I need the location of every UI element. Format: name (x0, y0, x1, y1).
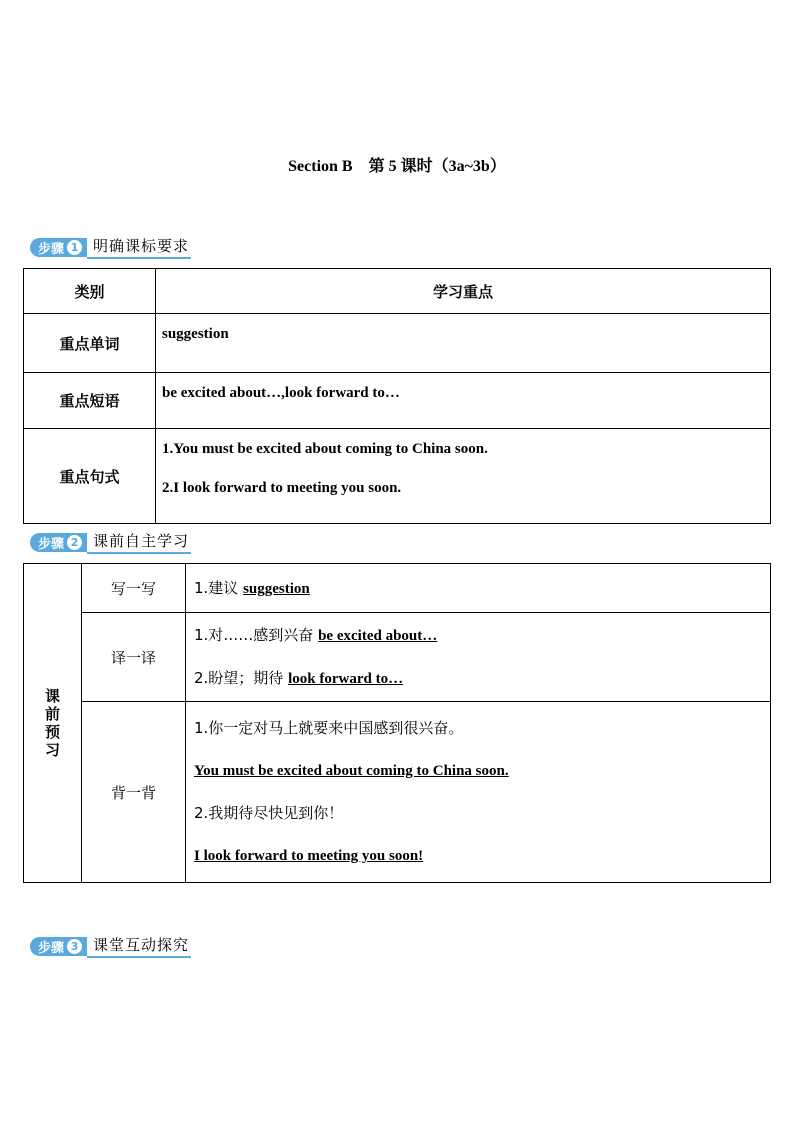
step-badge-label: 步骤 (38, 536, 65, 552)
row-label: 背一背 (82, 702, 186, 883)
row-content (186, 702, 771, 883)
row-content (156, 373, 771, 429)
line-answer: be excited about… (318, 628, 438, 644)
row-line (194, 625, 762, 646)
row-category: 重点短语 (24, 373, 156, 429)
row-line: 1.You must be excited about coming to China soon. (162, 441, 488, 457)
row-category: 重点句式 (24, 429, 156, 524)
preview-table (23, 563, 771, 883)
header-category: 类别 (24, 269, 156, 314)
line-answer: look forward to… (288, 671, 404, 687)
step-3-heading (30, 935, 191, 957)
table-row (24, 373, 771, 429)
step-number: 3 (67, 939, 82, 954)
row-line: 2.I look forward to meeting you soon. (162, 480, 402, 496)
row-line: suggestion (162, 326, 229, 342)
line-prefix: 1.建议 (194, 578, 244, 597)
row-label: 写一写 (82, 564, 186, 613)
table-row (24, 564, 771, 613)
line-prefix: 1.对……感到兴奋 (194, 626, 319, 644)
line-prefix: 1.你一定对马上就要来中国感到很兴奋。 (194, 719, 464, 737)
step-badge (30, 533, 87, 552)
step-title: 课前自主学习 (87, 530, 191, 554)
table-row (24, 314, 771, 373)
row-content (186, 613, 771, 702)
table-row (24, 429, 771, 524)
line-prefix: 2.盼望；期待 (194, 669, 289, 687)
step-badge-label: 步骤 (38, 940, 65, 956)
page-title: Section B 第 5 课时（3a~3b） (288, 158, 506, 175)
step-2-heading (30, 531, 191, 553)
line-answer: suggestion (243, 580, 310, 597)
step-badge-label: 步骤 (38, 241, 65, 257)
row-line (194, 718, 762, 739)
line-answer: I look forward to meeting you soon! (194, 848, 424, 864)
table-header-row (24, 269, 771, 314)
step-number: 2 (67, 535, 82, 550)
row-line (194, 803, 762, 824)
row-line (194, 846, 762, 866)
side-label (24, 564, 82, 883)
side-label-text: 课 前 预 习 (44, 687, 60, 759)
row-line (194, 578, 762, 599)
row-line (194, 668, 762, 689)
line-prefix: 2.我期待尽快见到你！ (194, 804, 344, 822)
row-content (186, 564, 771, 613)
row-content (156, 429, 771, 524)
row-line: be excited about…,look forward to… (162, 385, 400, 401)
step-title: 课堂互动探究 (87, 934, 191, 958)
step-title: 明确课标要求 (87, 235, 191, 259)
row-label: 译一译 (82, 613, 186, 702)
step-number: 1 (67, 240, 82, 255)
row-category: 重点单词 (24, 314, 156, 373)
table-row (24, 702, 771, 883)
header-focus: 学习重点 (156, 269, 771, 314)
row-content (156, 314, 771, 373)
line-answer: You must be excited about coming to China soon. (194, 763, 509, 779)
step-1-heading (30, 236, 191, 258)
step-badge (30, 238, 87, 257)
table-row (24, 613, 771, 702)
key-points-table (23, 268, 771, 524)
step-badge (30, 937, 87, 956)
row-line (194, 761, 762, 781)
